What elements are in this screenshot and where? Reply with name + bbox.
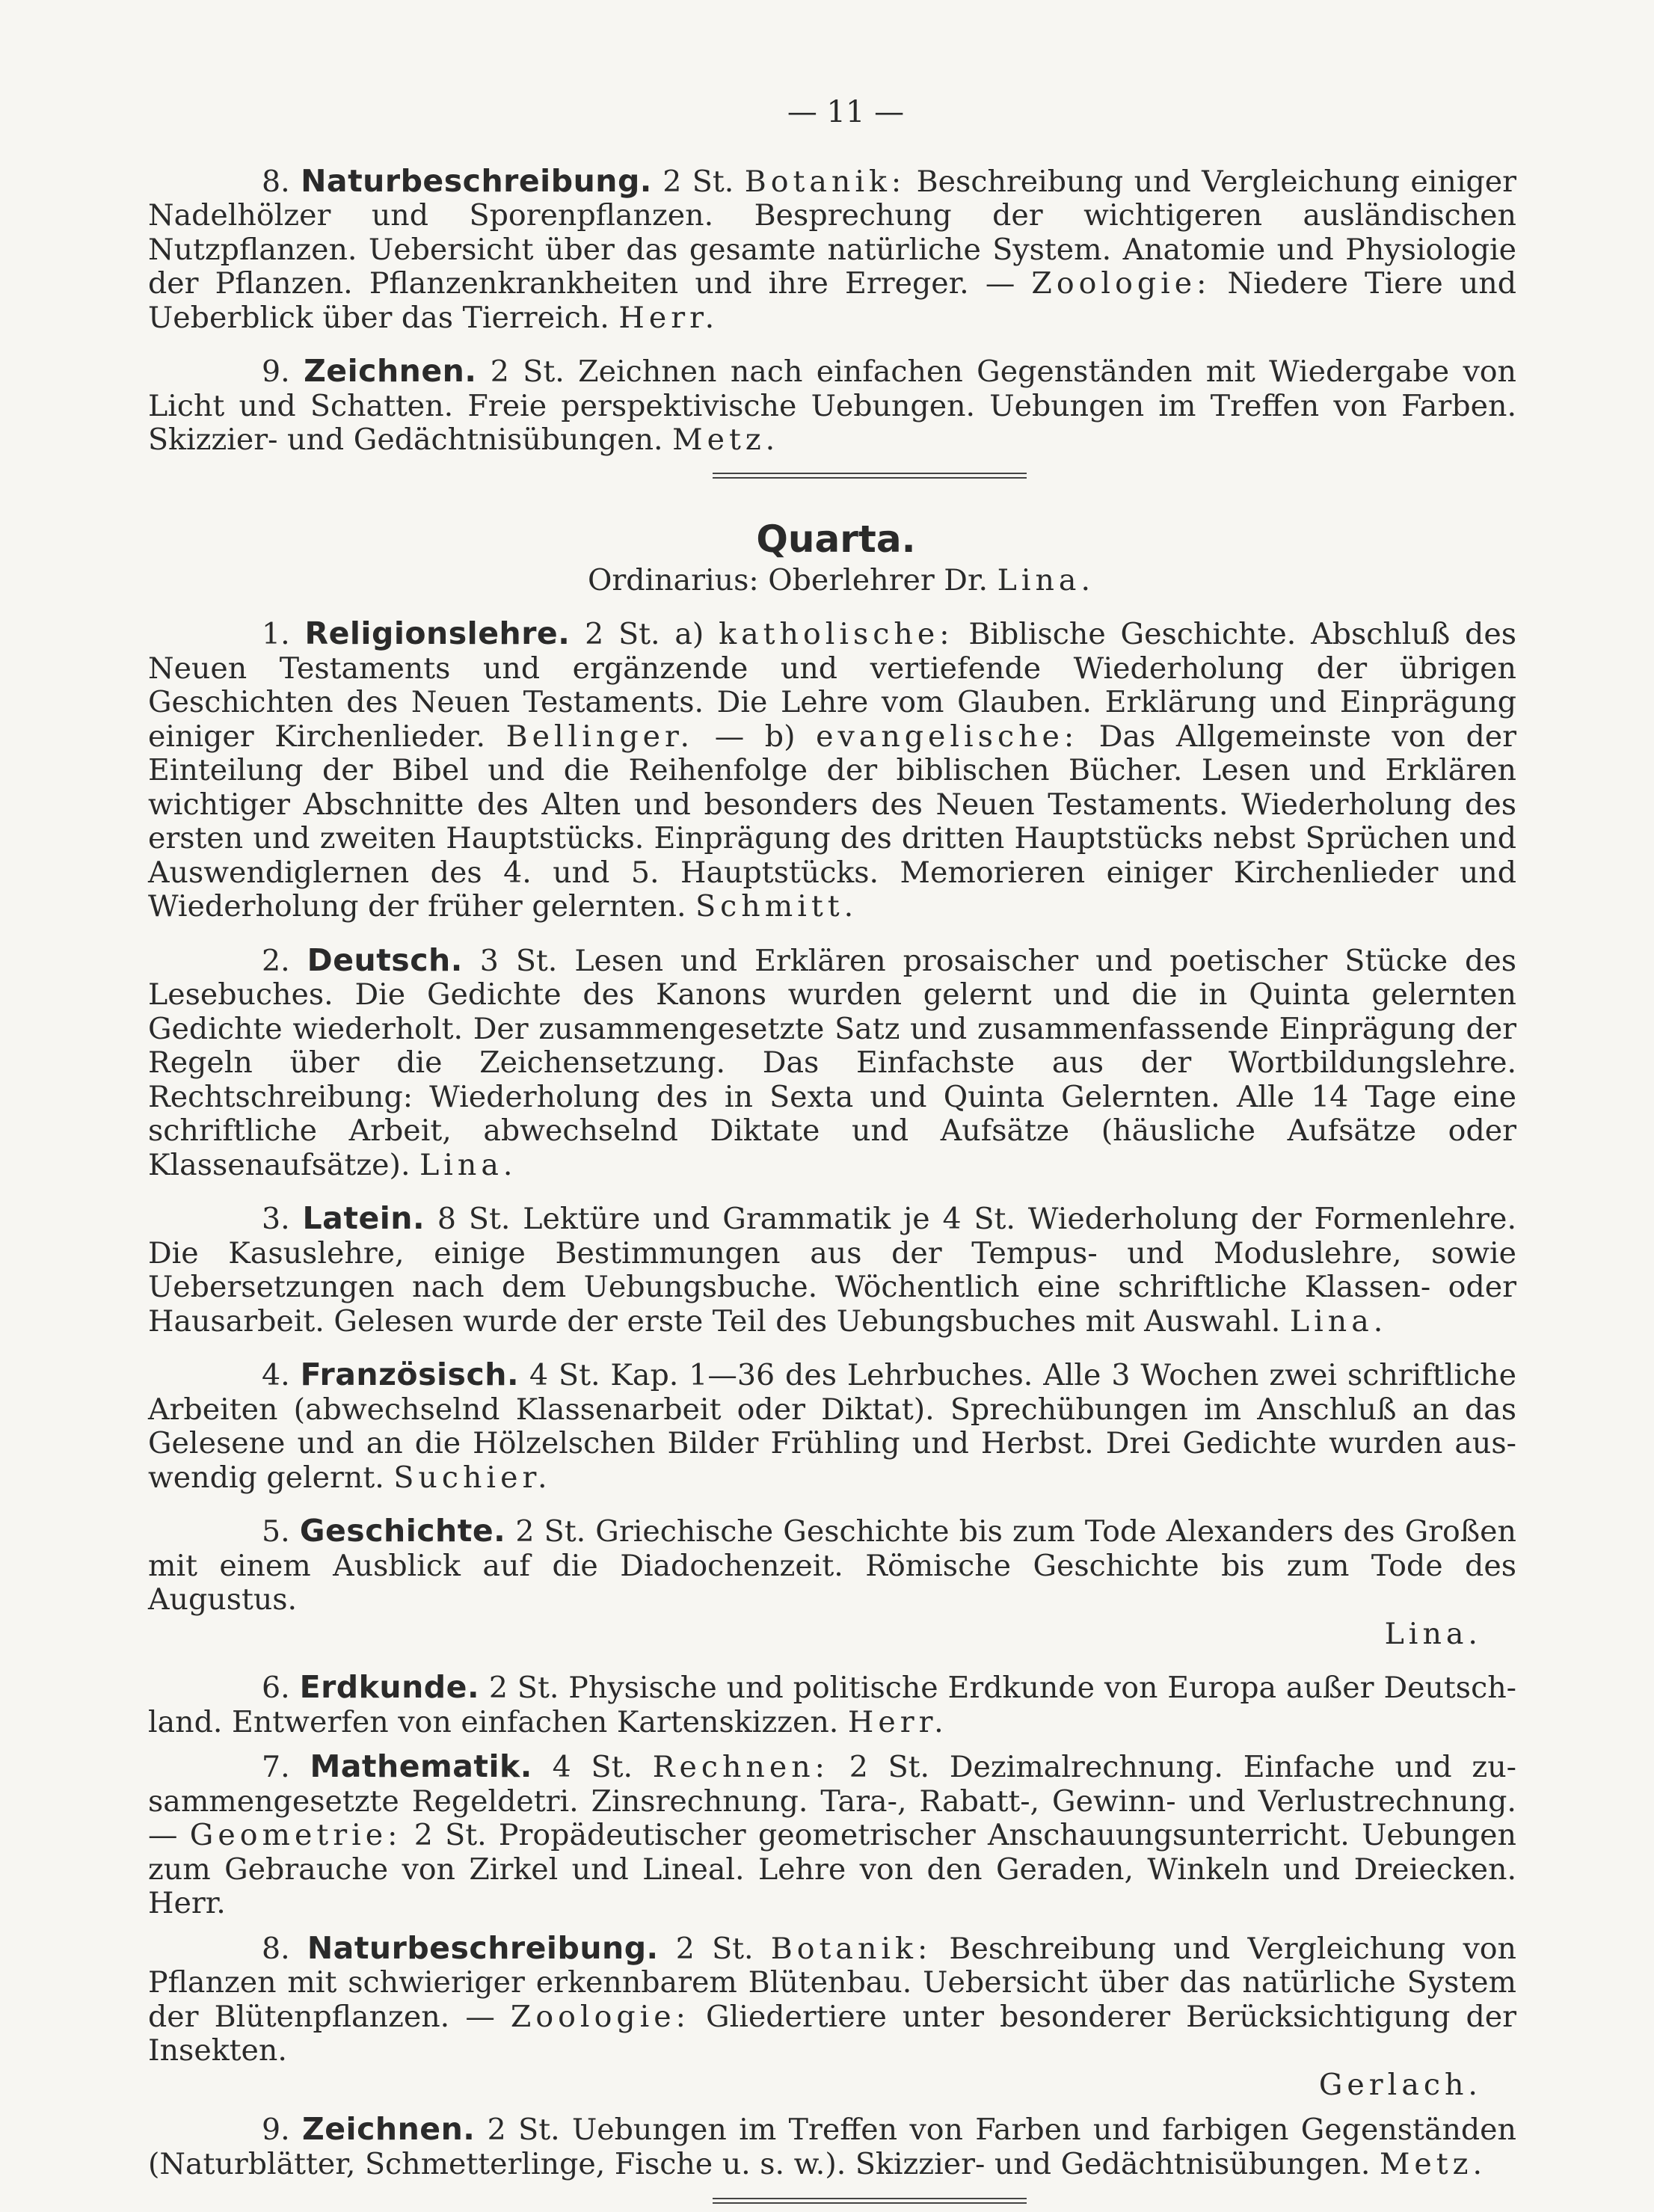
- paragraph-zeichnen-top: [148, 354, 1516, 458]
- subject-heading: Naturbeschreibung.: [307, 1929, 659, 1966]
- body-text: 3 St. Lesen und Erklären prosaischer und poetischer Stücke des Lesebuches. Die Gedichte des Kanons wurden gelernt und die in Quinta gelernten Gedichte wiederholt. Der zusammengesetzte Satz und zusammenfassende Einprägung der Regeln über die Zeichensetzung. Das Einfachste aus der Wortbildungslehre. Rechtschreibung: Wiederholung des in Sexta und Quinta Gelernten. Alle 14 Tage eine schriftliche Arbeit, abwechselnd Diktate und Aufsätze (häusliche Aufsätze oder Klassenaufsätze).: [148, 943, 1516, 1182]
- paragraph-mathematik: [148, 1750, 1516, 1921]
- paragraph-naturbeschreibung: [148, 1929, 1517, 2103]
- paragraph-geschichte: [148, 1514, 1516, 1651]
- page-number: — 11 —: [787, 95, 905, 129]
- spaced-term: Zoologie:: [510, 1999, 690, 2034]
- spaced-term: katholische:: [719, 617, 954, 651]
- subject-heading: Zeichnen.: [302, 2111, 476, 2147]
- body-text: 4 St. Kap. 1—36 des Lehrbuches. Alle 3 Wochen zwei schriftliche Arbeiten (abwechselnd Klassenarbeit oder Diktat). Sprechübungen im Anschluß an das Gelesene und an die Hölzelschen Bilder Frühling und Herbst. Drei Gedichte wurden auswendig gelernt.: [148, 1358, 1516, 1495]
- subject-heading: Zeichnen.: [304, 353, 477, 389]
- paragraph-latein: [148, 1202, 1516, 1339]
- subject-heading: Religionslehre.: [304, 615, 571, 651]
- item-number: 3.: [262, 1202, 290, 1236]
- document-page: [148, 96, 1516, 2199]
- spaced-term: evangelische:: [816, 719, 1079, 754]
- teacher-name: Metz.: [1379, 2146, 1487, 2181]
- teacher-name: Gerlach.: [1318, 2067, 1482, 2102]
- ordinarius-prefix: Ordinarius: Oberlehrer Dr.: [587, 562, 997, 597]
- subject-heading: Naturbeschreibung.: [301, 162, 652, 199]
- subject-heading: Französisch.: [300, 1357, 520, 1392]
- body-text: 2 St. Propädeutischer geometrischer Anschauungsunterricht. Uebungen zum Gebrauche von Zirkel und Lineal. Lehre von den Geraden, Winkeln und Dreiecken. Herr.: [148, 1818, 1516, 1920]
- subject-heading: Geschichte.: [299, 1513, 506, 1549]
- ordinarius-line: [148, 564, 1516, 598]
- subject-heading: Mathematik.: [310, 1748, 532, 1784]
- item-number: 6.: [262, 1671, 290, 1705]
- paragraph-religionslehre: [148, 617, 1516, 924]
- item-number: 9.: [262, 2113, 290, 2147]
- teacher-name: Lina.: [1384, 1616, 1482, 1651]
- body-text: 8 St. Lektüre und Grammatik je 4 St. Wiederholung der Formenlehre. Die Kasuslehre, einige Bestimmungen aus der Tempus- und Moduslehre, sowie Uebersetzungen nach dem Uebungsbuche. Wöchentlich eine schriftliche Klassen- oder Hausarbeit. Gelesen wurde der erste Teil des Uebungsbuches mit Auswahl.: [148, 1202, 1516, 1339]
- subject-heading: Deutsch.: [307, 941, 463, 978]
- teacher-name: Lina.: [1289, 1303, 1388, 1339]
- body-text: 2 St. a): [570, 617, 719, 651]
- body-text: 2 St.: [651, 164, 745, 199]
- paragraph-franzoesisch: [148, 1358, 1516, 1495]
- teacher-name: Suchier.: [393, 1460, 552, 1495]
- body-text: Gliedertiere unter besonderer Berücksichtigung der Insekten.: [148, 1999, 1517, 2068]
- teacher-name: Metz.: [672, 423, 780, 457]
- spaced-term: Botanik:: [744, 164, 906, 199]
- item-number: 5.: [262, 1514, 290, 1549]
- body-text: Beschreibung und Vergleichung einiger Nadelhölzer und Sporenpflanzen. Besprechung der wichtigeren ausländischen Nutzpflanzen. Uebersicht über das gesamte natürliche System. Anatomie und Physiologie der Pflanzen. Pflanzenkrankheiten und ihre Erreger. —: [148, 164, 1517, 301]
- body-text: Biblische Geschichte. Abschluß des Neuen Testaments und ergänzende und vertiefende Wiederholung der übrigen Geschichten des Neuen Testaments. Die Lehre vom Glauben. Erklärung und Einprägung einiger Kirchenlieder.: [148, 617, 1516, 754]
- body-text: 2 St. Uebungen im Treffen von Farben und farbigen Gegenständen (Naturblätter, Schmetterlinge, Fische u. s. w.). Skizzier- und Gedächtnisübungen.: [148, 2113, 1516, 2181]
- body-text: 2 St.: [658, 1931, 771, 1966]
- body-text: — b): [694, 719, 817, 754]
- teacher-name: Lina.: [419, 1147, 517, 1182]
- item-number: 8.: [262, 1931, 290, 1966]
- teacher-name: Bellinger.: [505, 719, 695, 754]
- paragraph-deutsch: [148, 941, 1516, 1183]
- spaced-term: Geometrie:: [189, 1818, 402, 1852]
- ordinarius-name: Lina.: [997, 562, 1095, 597]
- teacher-name: Schmitt.: [695, 889, 858, 924]
- paragraph-erdkunde: [148, 1671, 1516, 1739]
- paragraph-naturbeschreibung-top: [148, 162, 1517, 336]
- teacher-name: Herr.: [618, 300, 719, 335]
- body-text: Niedere Tiere und Ueberblick über das Tierreich.: [148, 266, 1516, 335]
- body-text: 2 St. Physische und politische Erdkunde von Europa außer Deutschland. Entwerfen von einfachen Kartenskizzen.: [148, 1671, 1516, 1739]
- section-title: Quarta.: [756, 517, 916, 561]
- item-number: 9.: [262, 354, 290, 389]
- item-number: 4.: [262, 1358, 290, 1392]
- spaced-term: Botanik:: [770, 1931, 932, 1966]
- paragraph-zeichnen: [148, 2113, 1516, 2181]
- item-number: 8.: [262, 164, 290, 199]
- teacher-name: Herr.: [847, 1704, 948, 1739]
- double-rule-divider: [713, 473, 1027, 474]
- item-number: 7.: [262, 1750, 290, 1784]
- subject-heading: Latein.: [302, 1200, 425, 1236]
- body-text: 4 St.: [532, 1750, 653, 1784]
- double-rule-divider-bottom: [713, 2198, 1027, 2199]
- item-number: 1.: [262, 617, 290, 651]
- spaced-term: Rechnen:: [652, 1750, 829, 1784]
- body-text: 2 St. Dezimalrechnung. Einfache und zusammengesetzte Regeldetri. Zinsrechnung. Tara-, Rabatt-, Gewinn- und Verlustrechnung. —: [148, 1750, 1516, 1852]
- subject-heading: Erdkunde.: [299, 1669, 480, 1705]
- body-text: Das Allgemeinste von der Einteilung der Bibel und die Reihenfolge der biblischen Bücher. Lesen und Erklären wichtiger Abschnitte des Alten und besonders des Neuen Testaments. Wiederholung des ersten und zweiten Hauptstücks. Einprägung des dritten Hauptstücks nebst Sprüchen und Auswendiglernen des 4. und 5. Hauptstücks. Memorieren einiger Kirchenlieder und Wiederholung der früher gelernten.: [148, 719, 1516, 924]
- item-number: 2.: [262, 943, 290, 978]
- spaced-term: Zoologie:: [1031, 266, 1211, 301]
- body-text: 2 St. Zeichnen nach einfachen Gegenständen mit Wiedergabe von Licht und Schatten. Freie perspektivische Uebungen. Uebungen im Treffen von Farben. Skizzier- und Gedächtnisübungen.: [148, 354, 1516, 457]
- body-text: 2 St. Griechische Geschichte bis zum Tode Alexanders des Großen mit einem Ausblick auf die Diadochenzeit. Römische Geschichte bis zum Tode des Augustus.: [148, 1514, 1516, 1617]
- body-text: Beschreibung und Vergleichung von Pflanzen mit schwieriger erkennbarem Blütenbau. Uebersicht über das natürliche System der Blütenpflanzen. —: [148, 1931, 1516, 2034]
